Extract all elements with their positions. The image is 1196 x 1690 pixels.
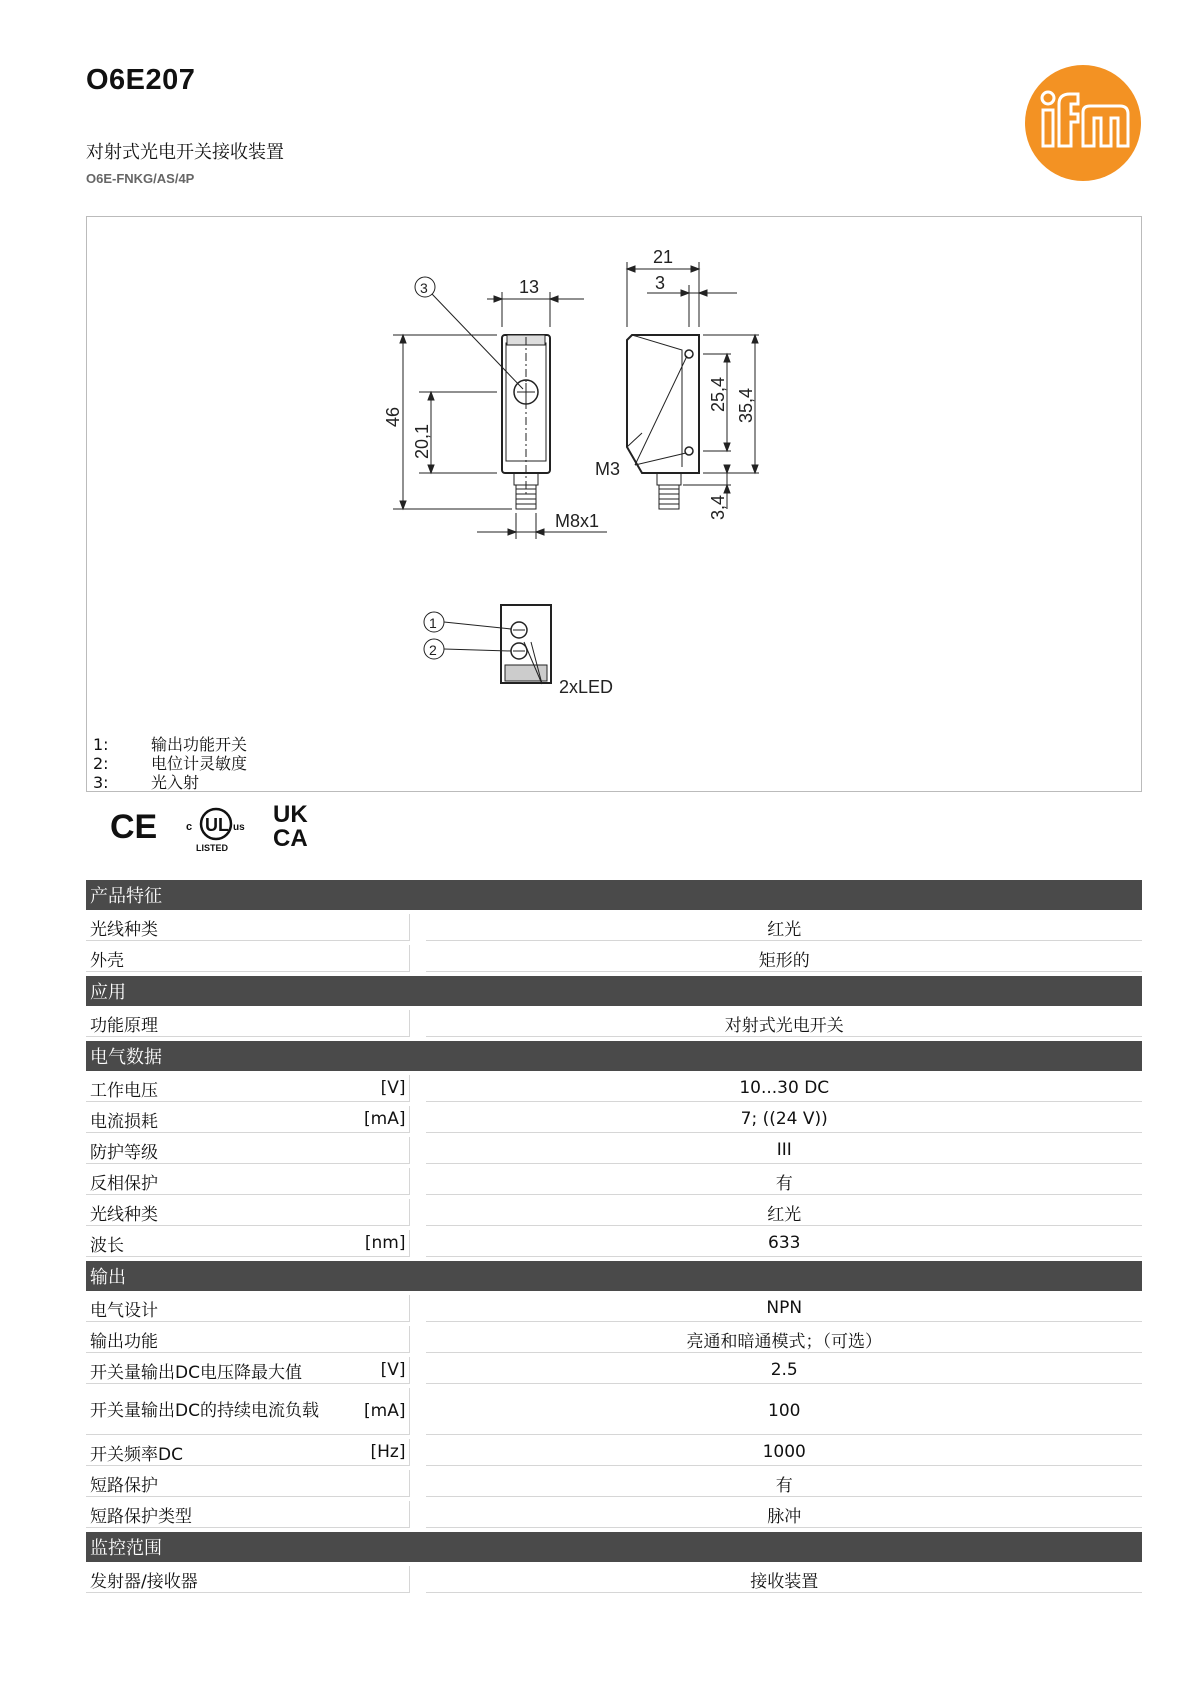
section-header: 电气数据	[86, 1041, 1142, 1071]
table-row: 电流损耗 [mA] 7; ((24 V))	[86, 1106, 1142, 1133]
table-row: 短路保护 有	[86, 1470, 1142, 1497]
dim-35-4: 35,4	[736, 387, 756, 423]
svg-text:LISTED: LISTED	[196, 843, 229, 852]
table-row: 波长 [nm] 633	[86, 1230, 1142, 1257]
table-row: 开关频率DC [Hz] 1000	[86, 1439, 1142, 1466]
product-subtitle: 对射式光电开关接收装置	[86, 142, 284, 163]
certification-marks	[110, 800, 330, 852]
table-row: 外壳 矩形的	[86, 945, 1142, 972]
dim-3: 3	[655, 273, 666, 293]
dim-m8x1: M8x1	[555, 511, 600, 531]
side-view	[595, 247, 759, 520]
led-label: 2xLED	[559, 677, 614, 697]
front-view	[383, 277, 607, 539]
section-header: 产品特征	[86, 880, 1142, 910]
table-row: 短路保护类型 脉冲	[86, 1501, 1142, 1528]
dimension-drawing	[86, 216, 1142, 792]
technical-drawing	[87, 217, 1143, 793]
table-row: 电气设计 NPN	[86, 1295, 1142, 1322]
dim-3-4: 3,4	[708, 494, 728, 520]
table-row: 开关量输出DC的持续电流负载 [mA] 100	[86, 1388, 1142, 1435]
dim-46: 46	[383, 406, 403, 427]
table-row: 功能原理 对射式光电开关	[86, 1010, 1142, 1037]
callout-1: 1	[429, 615, 437, 631]
dim-13: 13	[519, 277, 540, 297]
table-row: 开关量输出DC电压降最大值 [V] 2.5	[86, 1357, 1142, 1384]
svg-text:c: c	[186, 821, 193, 833]
section-header: 应用	[86, 976, 1142, 1006]
legend-item: 1: 输出功能开关	[93, 735, 248, 754]
ukca-mark	[273, 801, 308, 852]
dim-m3: M3	[595, 459, 621, 479]
section-header: 监控范围	[86, 1532, 1142, 1562]
spec-table	[86, 876, 1142, 1597]
ce-mark: CE	[110, 808, 158, 846]
product-title: O6E207	[86, 64, 196, 96]
ul-listed-mark	[186, 809, 245, 852]
svg-text:CA: CA	[273, 825, 308, 852]
table-row: 发射器/接收器 接收装置	[86, 1566, 1142, 1593]
legend-item: 2: 电位计灵敏度	[93, 754, 248, 773]
dim-20-1: 20,1	[412, 423, 432, 459]
svg-text:ifm: ifm	[1083, 174, 1085, 175]
section-header: 输出	[86, 1261, 1142, 1291]
ifm-logo	[1024, 64, 1142, 182]
product-code: O6E-FNKG/AS/4P	[86, 171, 195, 186]
svg-text:us: us	[233, 822, 245, 833]
rear-view	[424, 605, 613, 697]
table-row: 反相保护 有	[86, 1168, 1142, 1195]
drawing-legend	[93, 735, 247, 792]
table-row: 防护等级 III	[86, 1137, 1142, 1164]
dim-25-4: 25,4	[708, 376, 728, 412]
table-row: 工作电压 [V] 10...30 DC	[86, 1075, 1142, 1102]
svg-text:UK: UK	[273, 801, 308, 828]
callout-2: 2	[429, 642, 437, 658]
table-row: 光线种类 红光	[86, 914, 1142, 941]
table-row: 光线种类 红光	[86, 1199, 1142, 1226]
dim-21: 21	[653, 247, 674, 267]
table-row: 输出功能 亮通和暗通模式；（可选）	[86, 1326, 1142, 1353]
legend-item: 3: 光入射	[93, 773, 200, 792]
callout-3: 3	[420, 280, 428, 296]
svg-text:UL: UL	[205, 815, 229, 835]
